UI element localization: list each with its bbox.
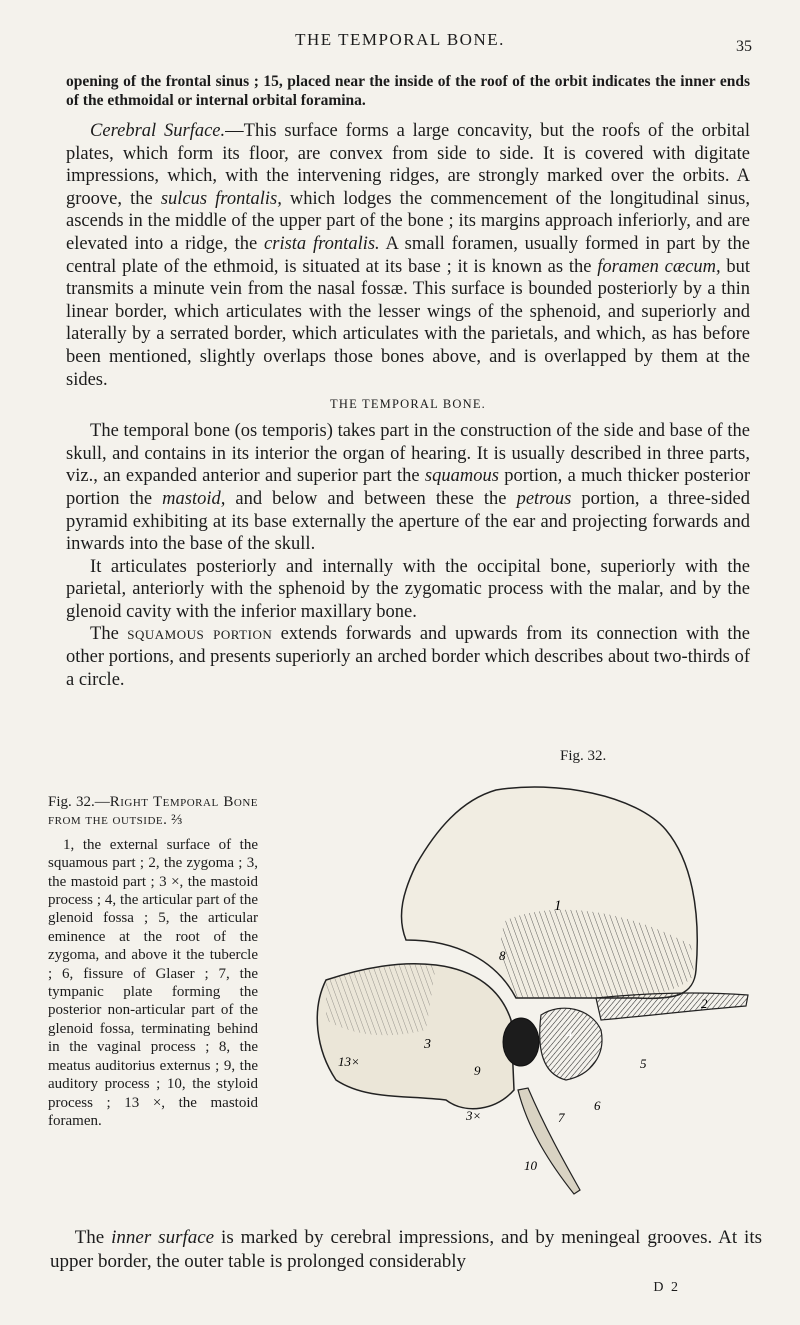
fig-label-1: 1 bbox=[554, 898, 562, 914]
fig-label-13x: 13× bbox=[338, 1054, 360, 1069]
fig-label-9: 9 bbox=[474, 1063, 481, 1078]
fig-label-3x: 3× bbox=[466, 1108, 482, 1123]
figure-caption bbox=[48, 793, 258, 1130]
section-paragraph-1: The temporal bone (os temporis) takes part in the construction of the side and base of the skull, and contains in its interior the organ of hearing. It is usually described in three parts, viz., an expanded anterior and superior part the squamous portion, a much thicker posterior portion the mastoid, and below and between these the petrous portion, a three-sided pyramid exhibiting at its base externally the aperture of the ear and projecting forwards and inwards into the base of the skull. bbox=[66, 421, 750, 555]
cerebral-surface-paragraph: Cerebral Surface.—This surface forms a large concavity, but the roofs of the orbital plates, which form its floor, are convex from side to side. It is covered with digitate impressions, which, with the intervening ridges, are strongly marked over the orbits. A groove, the sulcus frontalis, which lodges the commencement of the longitudinal sinus, ascends in the middle of the upper part of the bone ; its margins approach inferiorly, and are elevated into a ridge, the crista frontalis. A small foramen, usually formed in part by the central plate of the ethmoid, is situated at its base ; it is known as the foramen cæcum, but transmits a minute vein from the nasal fossæ. This surface is bounded posteriorly by a thin linear border, which articulates with the lesser wings of the sphenoid, and superiorly and laterally by a serrated border, which articulates with the parietals, and which, as has before been mentioned, slightly overlaps those bones above, and is overlapped by them at the sides. bbox=[66, 121, 750, 390]
fig-label-7: 7 bbox=[558, 1110, 565, 1125]
temporal-bone-illustration bbox=[296, 770, 756, 1210]
fig-label-8: 8 bbox=[499, 948, 506, 963]
fig-label-10: 10 bbox=[524, 1158, 537, 1173]
intro-paragraph: opening of the frontal sinus ; 15, placed near the inside of the roof of the orbit indicates the inner ends of the ethmoidal or internal orbital foramina. bbox=[66, 73, 750, 109]
figure-label: Fig. 32. bbox=[560, 748, 607, 764]
caption-title: Fig. 32.—Right Temporal Bone from the outside. ⅔ bbox=[48, 794, 259, 829]
fig-label-4: 4 bbox=[566, 1026, 573, 1041]
caption-body: 1, the external surface of the squamous part ; 2, the zygoma ; 3, the mastoid part ; 3 ×, the mastoid process ; 4, the articular part of the glenoid fossa ; 5, the articular eminence at the root of the zygoma, and above it the tubercle ; 6, fissure of Glaser ; 7, the tympanic plate forming the posterior non-articular part of the glenoid fossa, terminating behind in the vaginal process ; 8, the meatus auditorius externus ; 9, the auditory process ; 10, the styloid process ; 13 ×, the mastoid foramen. bbox=[48, 836, 258, 1129]
main-text-column bbox=[66, 72, 750, 691]
meatus-auditorius bbox=[503, 1018, 539, 1066]
signature-mark: D 2 bbox=[653, 1280, 680, 1295]
fig-label-5: 5 bbox=[640, 1056, 647, 1071]
fig-label-3: 3 bbox=[424, 1037, 431, 1052]
section-paragraph-3: The squamous portion extends forwards and upwards from its connection with the other portions, and presents superiorly an arched border which describes about two-thirds of a circle. bbox=[66, 624, 751, 690]
section-paragraph-2: It articulates posteriorly and internally with the occipital bone, superiorly with the parietal, anteriorly with the sphenoid by the zygomatic process with the malar, and by the glenoid cavity with the inferior maxillary bone. bbox=[66, 556, 750, 622]
bottom-paragraph-container bbox=[50, 1226, 762, 1274]
page-number: 35 bbox=[736, 38, 752, 55]
cerebral-surface-heading: Cerebral Surface. bbox=[90, 121, 226, 141]
section-heading: THE TEMPORAL BONE. bbox=[330, 397, 486, 412]
styloid-process bbox=[518, 1088, 580, 1194]
glenoid-fossa bbox=[540, 1008, 602, 1080]
fig-label-2: 2 bbox=[701, 996, 708, 1011]
fig-label-6: 6 bbox=[594, 1098, 601, 1113]
running-title: THE TEMPORAL BONE. bbox=[295, 30, 505, 49]
zygoma bbox=[596, 993, 748, 1020]
bottom-paragraph: The inner surface is marked by cerebral impressions, and by meningeal grooves. At its upper border, the outer table is prolonged considerably bbox=[50, 1227, 762, 1272]
